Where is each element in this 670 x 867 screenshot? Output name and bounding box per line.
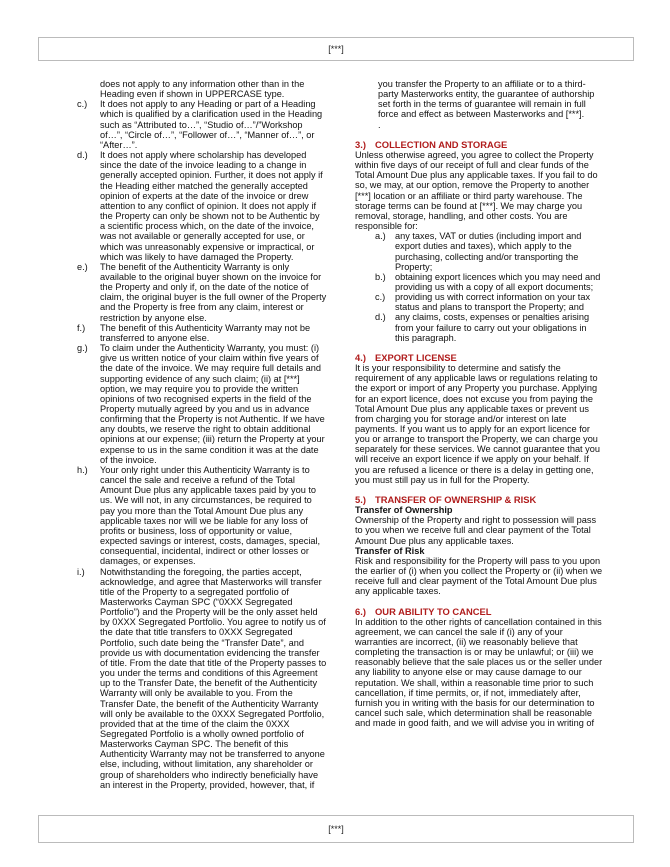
- list-item: [77, 567, 339, 790]
- list-item: [355, 312, 625, 342]
- list-item: [77, 343, 339, 465]
- section-body: Risk and responsibility for the Property will pass to you upon the earlier of (i) when you collect the Property or (ii) when we receive full and clear payment of the Total Amount Due plus any applicable taxes.: [355, 555, 603, 597]
- list-item: [355, 231, 625, 272]
- section-number: 4.): [355, 351, 366, 363]
- header-text: [***]: [328, 44, 344, 54]
- list-item-text: To claim under the Authenticity Warranty, you must: (i) give us written notice of your claim within five years of the date of the invoice. We may require full details and supporting evidence of any such claim; (ii) at [***] option, we may require you to provide the written opinions of two recognised experts in the field of the Property mutually agreed by you and us in advance confirming that the Property is not Authentic. If we have any doubts, we reserve the right to obtain additional opinions at our expense; (iii) return the Property at your expense to us in the same condition it was at the date of the invoice.: [100, 343, 325, 465]
- list-item-text: It does not apply where scholarship has developed since the date of the invoice leading to a change in generally accepted opinion. Further, it does not apply if the Heading either matched the generally accepted opinion of experts at the date of the invoice or drew attention to any conflict of opinion. It does not apply if the Property can only be shown not to be Authentic by a scientific process which, on the date of the invoice, was not available or generally accepted for use, or which was unreasonably expensive or impractical, or which was likely to have damaged the Property.: [100, 150, 323, 262]
- list-item-label: a.): [375, 231, 386, 242]
- right-column: [355, 79, 625, 728]
- footer-text: [***]: [328, 824, 344, 834]
- list-item: [77, 323, 339, 343]
- list-item-text: any taxes, VAT or duties (including import and export duties and taxes), which apply to the purchasing, collecting and/or transporting the Property;: [395, 231, 582, 272]
- list-item: [355, 292, 625, 312]
- list-item-text: The benefit of the Authenticity Warranty is only available to the original buyer shown on the invoice for the Property and only if, on the date of the notice of claim, the original buyer is the full owner of the Property and the Property is free from any claim, interest or restriction by anyone else.: [100, 261, 327, 323]
- section-heading-3: [355, 140, 625, 150]
- list-item-label: d.): [375, 312, 386, 323]
- section-title: EXPORT LICENSE: [375, 351, 457, 363]
- paragraph-text: you transfer the Property to an affiliate or to a third- party Masterworks entity, the guarantee of authorship set forth in the terms of guarantee will remain in full force and effect as between Masterworks and [***]. .: [378, 79, 595, 130]
- list-item-label: i.): [77, 566, 85, 577]
- list-item-label: d.): [77, 150, 88, 161]
- list-item-text: It does not apply to any Heading or part of a Heading which is qualified by a clarification used in the Heading such as “Attributed to…”, “Studio of…”/”Workshop of…”, “Circle of…”, “Follower of…”, “Manner of…”, or “After…”.: [100, 99, 323, 150]
- list-item: [77, 465, 339, 567]
- left-column: [77, 79, 339, 790]
- list-item: [77, 99, 339, 150]
- section-title: TRANSFER OF OWNERSHIP & RISK: [375, 493, 537, 505]
- page-footer: [38, 815, 634, 843]
- list-item-text: The benefit of this Authenticity Warranty may not be transferred to anyone else.: [100, 322, 311, 343]
- page-header: [38, 37, 634, 61]
- list-item-text: any claims, costs, expenses or penalties arising from your failure to carry out your obligations in this paragraph.: [395, 312, 590, 343]
- list-item-label: b.): [375, 271, 386, 282]
- list-item-label: c.): [375, 292, 386, 303]
- section-body: Ownership of the Property and right to possession will pass to you when we receive full and clear payment of the Total Amount Due plus any applicable taxes.: [355, 515, 597, 546]
- list-item: [77, 262, 339, 323]
- continuation-paragraph: [77, 79, 339, 99]
- list-item: [355, 272, 625, 292]
- section-number: 6.): [355, 605, 366, 617]
- list-item-text: providing us with correct information on your tax status and plans to transport the Property; and: [395, 292, 591, 313]
- section-heading-5: [355, 495, 625, 505]
- section-title: COLLECTION AND STORAGE: [375, 138, 508, 150]
- section-heading-4: [355, 353, 625, 363]
- section-number: 3.): [355, 138, 366, 150]
- list-item-text: obtaining export licences which you may need and providing us with a copy of all export documents;: [395, 271, 601, 292]
- list-item-text: Notwithstanding the foregoing, the parties accept, acknowledge, and agree that Masterworks will transfer title of the Property to a segregated portfolio of Masterworks Cayman SPC (“0XXX Segregated Portfolio”) and the Property will be the only asset held by 0XXX Segregated Portfolio. You agree to notify us of the date that title transfers to 0XXX Segregated Portfolio, such date being the “Transfer Date”, and provide us with documentation evidencing the transfer of title. From the date that title of the Property passes to you under the terms and conditions of this Agreement up to the Transfer Date, the benefit of the Authenticity Warranty will only be available to you. From the Transfer Date, the benefit of the Authenticity Warranty will only be available to the 0XXX Segregated Portfolio, provided that at the time of the claim the 0XXX Segregated Portfolio is a wholly owned portfolio of Masterworks Cayman SPC. The benefit of this Authenticity Warranty may not be transferred to anyone else, including, without limitation, any shareholder or group of shareholders who indirectly beneficially have an interest in the Property, provided, however, that, if: [100, 566, 327, 790]
- subheading-ownership: Transfer of Ownership: [355, 505, 453, 516]
- section-heading-6: [355, 607, 625, 617]
- list-item-label: h.): [77, 464, 88, 475]
- list-item-label: c.): [77, 99, 88, 110]
- list-item-text: Your only right under this Authenticity Warranty is to cancel the sale and receive a refund of the Total Amount Due plus any applicable taxes paid by you to us. We will not, in any circumstances, be required to pay you more than the Total Amount Due plus any applicable taxes nor will we be liable for any loss of profits or business, loss of opportunity or value, expected savings or interest, costs, damages, special, consequential, incidental, indirect or other losses or damages, or expenses.: [100, 464, 321, 567]
- list-item-label: g.): [77, 343, 88, 354]
- section-body: It is your responsibility to determine and satisfy the requirement of any applicable laws or regulations relating to the export or import of any Property you purchase. Applying for an export licence, does not excuse you from paying the Total Amount Due plus any applicable taxes or prevent us from charging you for storage and/or interest on late payments. If you want us to apply for an export licence for you or arrange to transport the Property, we can charge you separately for these services. We cannot guarantee that you will receive an export licence if we apply on your behalf. If you are refused a licence or there is a delay in getting one, you must still pay us in full for the Property.: [355, 363, 600, 485]
- subheading-risk: Transfer of Risk: [355, 545, 425, 556]
- list-item: [77, 150, 339, 262]
- section-title: OUR ABILITY TO CANCEL: [375, 605, 492, 617]
- section-body: Unless otherwise agreed, you agree to collect the Property within five days of our receipt of full and clear funds of the Total Amount Due plus any applicable taxes. If you fail to do so, we may, at our option, remove the Property to another [***] location or an affiliate or third party warehouse. The storage terms can be found at [***]. We may charge you removal, storage, handling, and other costs. You are responsible for:: [355, 149, 598, 232]
- section-number: 5.): [355, 493, 366, 505]
- section-body: In addition to the other rights of cancellation contained in this agreement, we can cancel the sale if (i) any of your warranties are incorrect, (ii) we reasonably believe that completing the transaction is or may be unlawful; or (iii) we reasonably believe that the sale places us or the seller under any liability to anyone else or may cause damage to our reputation. We shall, within a reasonable time prior to such cancellation, if time permits, or, if not, immediately after, furnish you in writing with the basis for our determination to cancel such sale, which determination shall be reasonable and made in good faith, and we will advise you in writing of: [355, 616, 603, 729]
- list-item-label: f.): [77, 322, 86, 333]
- list-item-label: e.): [77, 261, 88, 272]
- paragraph-text: does not apply to any information other than in the Heading even if shown in UPPERCASE type.: [100, 79, 305, 100]
- continuation-paragraph: [355, 79, 625, 130]
